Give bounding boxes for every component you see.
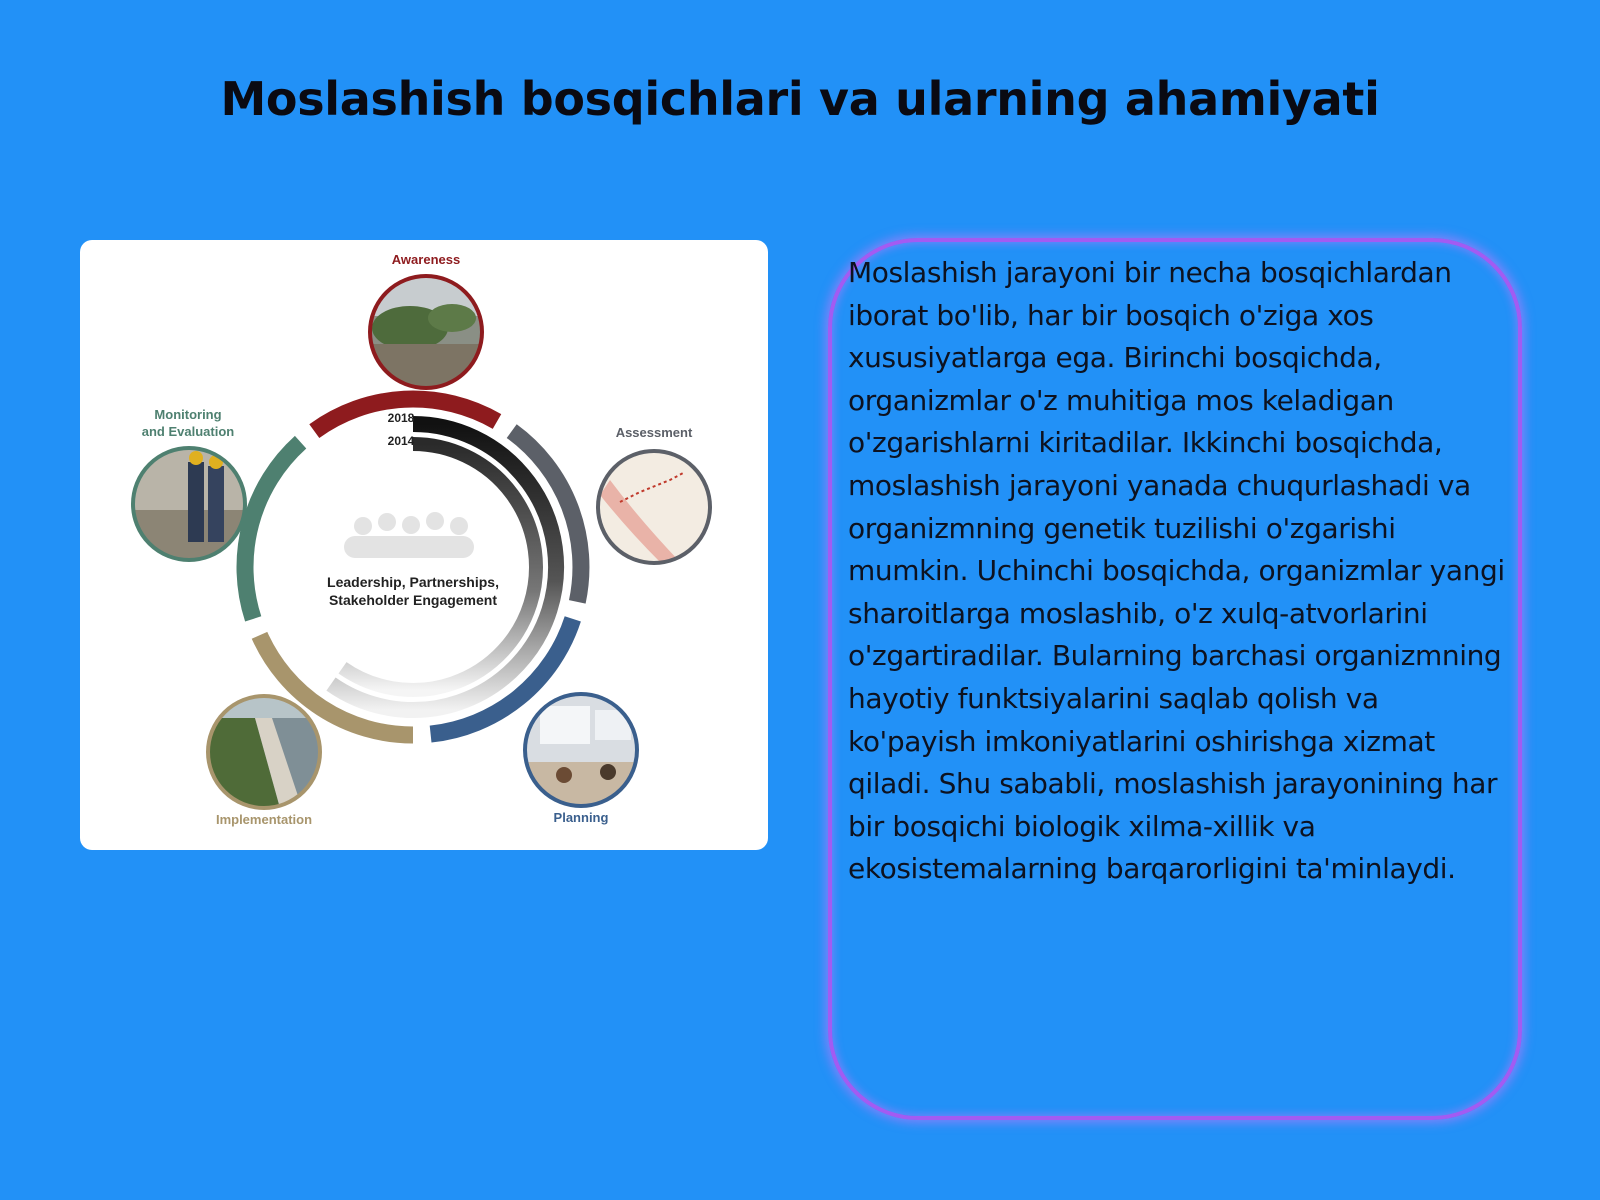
arc-monitoring (245, 442, 301, 619)
stage-label-awareness: Awareness (391, 252, 461, 267)
stage-label-implementation: Implementation (215, 812, 313, 827)
monitoring-photo (133, 448, 245, 560)
ring-2014-arc (343, 444, 536, 690)
center-label-line1: Leadership, Partnerships, (327, 574, 499, 590)
year-label-2018: 2018 (387, 411, 415, 425)
assessment-photo (598, 451, 710, 563)
people-icon (344, 512, 474, 558)
center-label-line2: Stakeholder Engagement (328, 592, 498, 608)
ring-2018-arc (328, 424, 556, 710)
slide-title: Moslashish bosqichlari va ularning ahamiyati (220, 72, 1380, 126)
stage-label-monitoring-line2: and Evaluation (141, 424, 235, 439)
body-paragraph: Moslashish jarayoni bir necha bosqichlardan iborat bo'lib, har bir bosqich o'ziga xos xususiyatlarga ega. Birinchi bosqichda, organizmlar o'z muhitiga mos keladigan o'zgarishlarni kiritadilar. Ikkinchi bosqichda, moslashish jarayoni yanada chuqurlashadi va organizmning genetik tuzilishi o'zgarishi mumkin. Uchinchi bosqichda, organizmlar yangi sharoitlarga moslashib, o'z xulq-atvorlarini o'zgartiradilar. Bularning barchasi organizmning hayotiy funktsiyalarini saqlab qolish va ko'payish imkoniyatlarini oshirishga xizmat qiladi. Shu sababli, moslashish jarayonining har bir bosqichi biologik xilma-xillik va ekosistemalarning barqarorligini ta'minlaydi. (848, 256, 1505, 886)
stage-label-planning: Planning (553, 810, 609, 825)
awareness-photo (370, 276, 482, 388)
implementation-photo (208, 696, 320, 808)
adaptation-cycle-diagram (80, 240, 768, 850)
stage-label-assessment: Assessment (615, 425, 693, 440)
planning-photo (525, 694, 637, 806)
stage-label-monitoring-line1: Monitoring (154, 407, 222, 422)
year-label-2014: 2014 (387, 434, 415, 448)
